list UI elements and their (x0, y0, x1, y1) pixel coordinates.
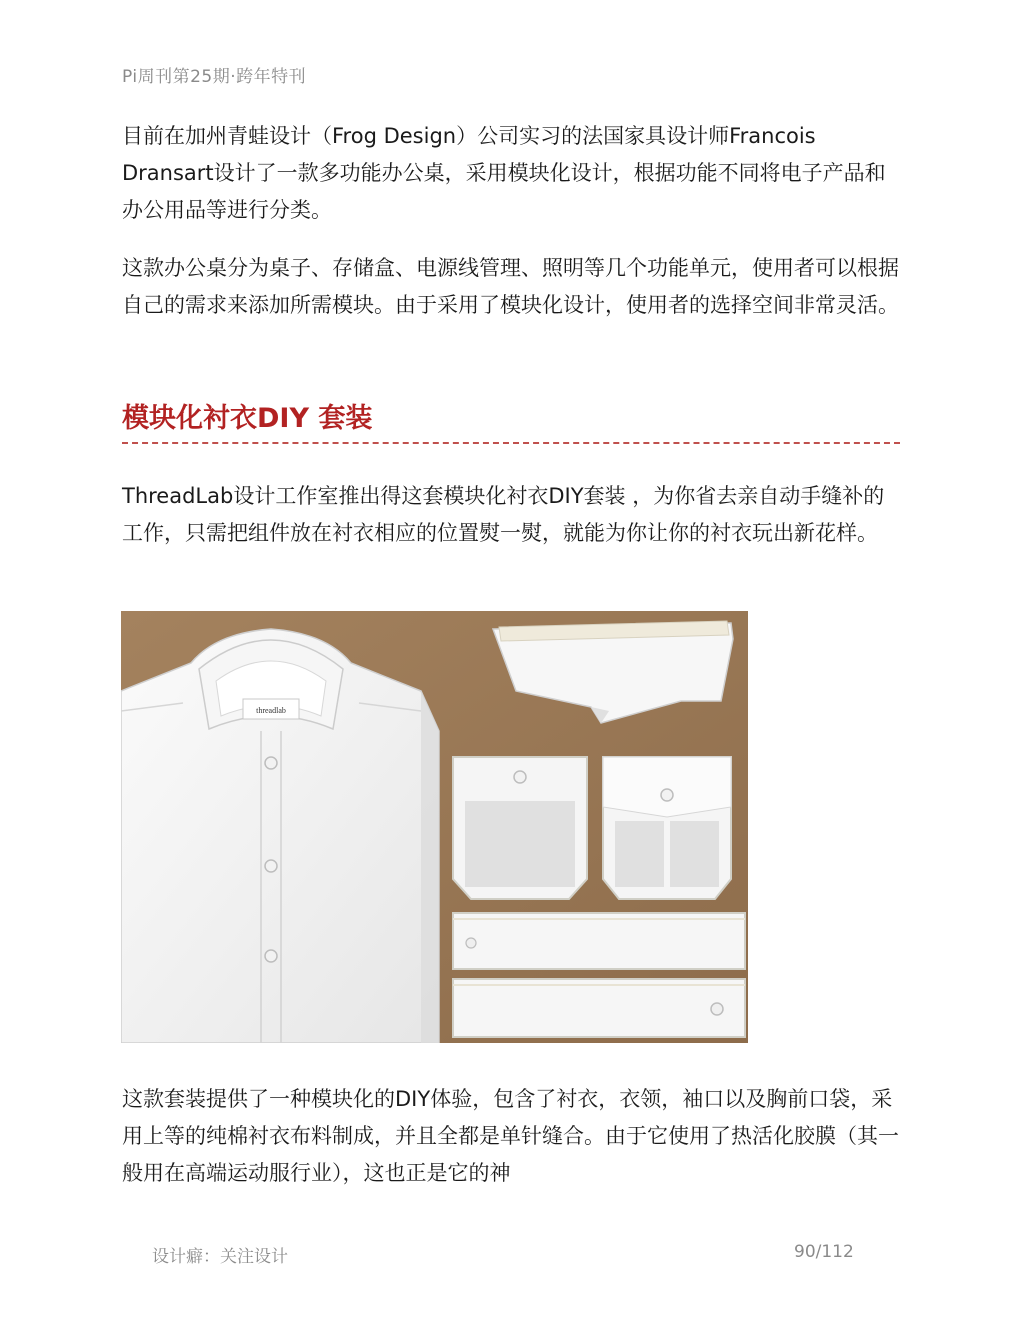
heading-divider (122, 442, 900, 444)
pocket-right (603, 757, 731, 899)
article-paragraph-2: 这款办公桌分为桌子、存储盒、电源线管理、照明等几个功能单元，使用者可以根据自己的需求来添加所需模块。由于采用了模块化设计，使用者的选择空间非常灵活。 (122, 256, 899, 317)
shirt-label-text: threadlab (256, 706, 286, 715)
section-body-paragraph: 这款套装提供了一种模块化的DIY体验，包含了衬衣，衣领，袖口以及胸前口袋，采用上等的纯棉衬衣布料制成，并且全都是单针缝合。由于它使用了热活化胶膜（其一般用在高端运动服行业），这也正是它的神 (122, 1087, 899, 1185)
cuff-top (453, 913, 745, 969)
running-footer-left: 设计癖：关注设计 (152, 1247, 288, 1267)
section-intro-paragraph: ThreadLab设计工作室推出得这套模块化衬衣DIY套装 ，为你省去亲自动手缝补的工作，只需把组件放在衬衣相应的位置熨一熨，就能为你让你的衬衣玩出新花样。 (122, 484, 885, 545)
page-number: 90/112 (794, 1242, 854, 1262)
pocket-left (453, 757, 587, 899)
section-heading: 模块化衬衣DIY 套装 (122, 403, 373, 434)
running-header: Pi周刊第25期·跨年特刊 (122, 67, 307, 87)
article-paragraph-1: 目前在加州青蛙设计（Frog Design）公司实习的法国家具设计师Francois Dransart设计了一款多功能办公桌，采用模块化设计，根据功能不同将电子产品和办公用品等进行分类。 (122, 124, 886, 222)
shirt-kit-photo (121, 611, 748, 1043)
cuff-bottom (453, 979, 745, 1037)
folded-shirt (121, 629, 439, 1043)
